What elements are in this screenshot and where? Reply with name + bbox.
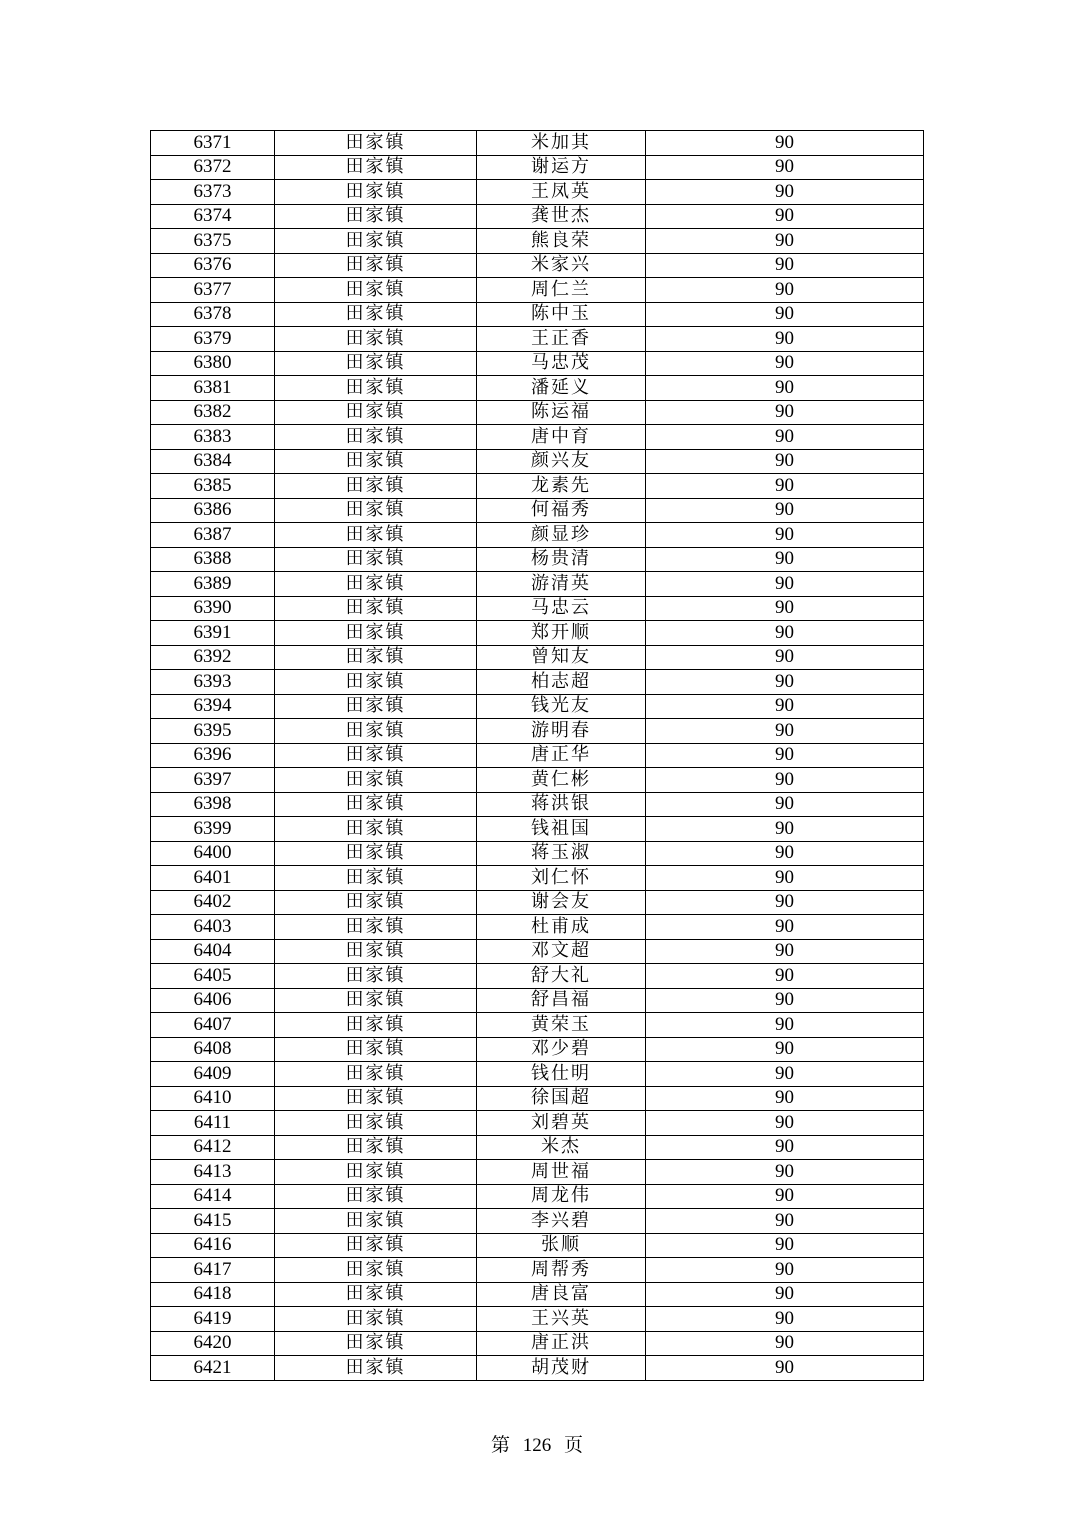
town-cell: 田家镇	[275, 621, 477, 646]
amount-cell: 90	[646, 939, 924, 964]
amount-cell: 90	[646, 1086, 924, 1111]
amount-cell: 90	[646, 204, 924, 229]
amount-cell: 90	[646, 131, 924, 156]
town-cell: 田家镇	[275, 719, 477, 744]
table-row	[151, 1258, 924, 1283]
row-number-cell: 6378	[151, 302, 275, 327]
amount-cell: 90	[646, 1233, 924, 1258]
amount-cell: 90	[646, 572, 924, 597]
amount-cell: 90	[646, 1209, 924, 1234]
row-number-cell: 6387	[151, 523, 275, 548]
name-cell: 郑开顺	[477, 621, 646, 646]
town-cell: 田家镇	[275, 1160, 477, 1185]
table-row	[151, 547, 924, 572]
name-cell: 熊良荣	[477, 229, 646, 254]
row-number-cell: 6390	[151, 596, 275, 621]
name-cell: 周帮秀	[477, 1258, 646, 1283]
town-cell: 田家镇	[275, 866, 477, 891]
amount-cell: 90	[646, 155, 924, 180]
table-row	[151, 229, 924, 254]
row-number-cell: 6391	[151, 621, 275, 646]
town-cell: 田家镇	[275, 792, 477, 817]
table-row	[151, 1037, 924, 1062]
town-cell: 田家镇	[275, 229, 477, 254]
row-number-cell: 6409	[151, 1062, 275, 1087]
town-cell: 田家镇	[275, 841, 477, 866]
town-cell: 田家镇	[275, 302, 477, 327]
row-number-cell: 6416	[151, 1233, 275, 1258]
town-cell: 田家镇	[275, 498, 477, 523]
town-cell: 田家镇	[275, 253, 477, 278]
amount-cell: 90	[646, 425, 924, 450]
table-row	[151, 1135, 924, 1160]
amount-cell: 90	[646, 1111, 924, 1136]
amount-cell: 90	[646, 229, 924, 254]
name-cell: 钱仕明	[477, 1062, 646, 1087]
name-cell: 谢会友	[477, 890, 646, 915]
town-cell: 田家镇	[275, 1282, 477, 1307]
row-number-cell: 6377	[151, 278, 275, 303]
town-cell: 田家镇	[275, 1062, 477, 1087]
amount-cell: 90	[646, 988, 924, 1013]
name-cell: 黄仁彬	[477, 768, 646, 793]
table-row	[151, 180, 924, 205]
table-row	[151, 1209, 924, 1234]
amount-cell: 90	[646, 792, 924, 817]
table-row	[151, 131, 924, 156]
amount-cell: 90	[646, 621, 924, 646]
row-number-cell: 6375	[151, 229, 275, 254]
town-cell: 田家镇	[275, 817, 477, 842]
row-number-cell: 6372	[151, 155, 275, 180]
row-number-cell: 6411	[151, 1111, 275, 1136]
amount-cell: 90	[646, 866, 924, 891]
amount-cell: 90	[646, 449, 924, 474]
town-cell: 田家镇	[275, 449, 477, 474]
name-cell: 王正香	[477, 327, 646, 352]
town-cell: 田家镇	[275, 327, 477, 352]
amount-cell: 90	[646, 768, 924, 793]
row-number-cell: 6399	[151, 817, 275, 842]
amount-cell: 90	[646, 278, 924, 303]
row-number-cell: 6407	[151, 1013, 275, 1038]
table-row	[151, 866, 924, 891]
town-cell: 田家镇	[275, 400, 477, 425]
name-cell: 唐正洪	[477, 1331, 646, 1356]
amount-cell: 90	[646, 743, 924, 768]
name-cell: 蒋洪银	[477, 792, 646, 817]
town-cell: 田家镇	[275, 743, 477, 768]
table-row	[151, 400, 924, 425]
row-number-cell: 6392	[151, 645, 275, 670]
row-number-cell: 6396	[151, 743, 275, 768]
name-cell: 马忠茂	[477, 351, 646, 376]
name-cell: 邓少碧	[477, 1037, 646, 1062]
amount-cell: 90	[646, 817, 924, 842]
town-cell: 田家镇	[275, 425, 477, 450]
row-number-cell: 6400	[151, 841, 275, 866]
row-number-cell: 6385	[151, 474, 275, 499]
name-cell: 杜甫成	[477, 915, 646, 940]
table-row	[151, 302, 924, 327]
amount-cell: 90	[646, 1356, 924, 1381]
amount-cell: 90	[646, 1307, 924, 1332]
row-number-cell: 6412	[151, 1135, 275, 1160]
table-row	[151, 719, 924, 744]
name-cell: 邓文超	[477, 939, 646, 964]
table-row	[151, 523, 924, 548]
town-cell: 田家镇	[275, 915, 477, 940]
amount-cell: 90	[646, 1258, 924, 1283]
town-cell: 田家镇	[275, 645, 477, 670]
row-number-cell: 6379	[151, 327, 275, 352]
name-cell: 徐国超	[477, 1086, 646, 1111]
town-cell: 田家镇	[275, 1111, 477, 1136]
table-row	[151, 1307, 924, 1332]
table-row	[151, 425, 924, 450]
row-number-cell: 6381	[151, 376, 275, 401]
amount-cell: 90	[646, 547, 924, 572]
table-row	[151, 1282, 924, 1307]
name-cell: 米杰	[477, 1135, 646, 1160]
amount-cell: 90	[646, 719, 924, 744]
name-cell: 游清英	[477, 572, 646, 597]
table-row	[151, 1233, 924, 1258]
table-row	[151, 278, 924, 303]
amount-cell: 90	[646, 841, 924, 866]
table-row	[151, 1062, 924, 1087]
amount-cell: 90	[646, 1160, 924, 1185]
amount-cell: 90	[646, 1013, 924, 1038]
town-cell: 田家镇	[275, 596, 477, 621]
amount-cell: 90	[646, 180, 924, 205]
name-cell: 唐中育	[477, 425, 646, 450]
name-cell: 陈中玉	[477, 302, 646, 327]
amount-cell: 90	[646, 1062, 924, 1087]
town-cell: 田家镇	[275, 351, 477, 376]
table-row	[151, 743, 924, 768]
row-number-cell: 6417	[151, 1258, 275, 1283]
amount-cell: 90	[646, 523, 924, 548]
town-cell: 田家镇	[275, 694, 477, 719]
amount-cell: 90	[646, 1282, 924, 1307]
table-row	[151, 204, 924, 229]
table-row	[151, 1356, 924, 1381]
town-cell: 田家镇	[275, 1307, 477, 1332]
name-cell: 龚世杰	[477, 204, 646, 229]
row-number-cell: 6410	[151, 1086, 275, 1111]
table-body	[151, 131, 924, 1381]
amount-cell: 90	[646, 474, 924, 499]
page-number: 126	[522, 1435, 552, 1456]
table-row	[151, 841, 924, 866]
name-cell: 颜显珍	[477, 523, 646, 548]
name-cell: 周仁兰	[477, 278, 646, 303]
name-cell: 胡茂财	[477, 1356, 646, 1381]
page-prefix: 第	[490, 1435, 510, 1456]
name-cell: 马忠云	[477, 596, 646, 621]
name-cell: 张顺	[477, 1233, 646, 1258]
row-number-cell: 6371	[151, 131, 275, 156]
town-cell: 田家镇	[275, 670, 477, 695]
town-cell: 田家镇	[275, 1233, 477, 1258]
row-number-cell: 6402	[151, 890, 275, 915]
page-suffix: 页	[564, 1435, 584, 1456]
town-cell: 田家镇	[275, 1184, 477, 1209]
table-row	[151, 1331, 924, 1356]
row-number-cell: 6405	[151, 964, 275, 989]
row-number-cell: 6384	[151, 449, 275, 474]
row-number-cell: 6415	[151, 1209, 275, 1234]
row-number-cell: 6406	[151, 988, 275, 1013]
table-row	[151, 449, 924, 474]
name-cell: 唐良富	[477, 1282, 646, 1307]
amount-cell: 90	[646, 890, 924, 915]
town-cell: 田家镇	[275, 131, 477, 156]
name-cell: 柏志超	[477, 670, 646, 695]
row-number-cell: 6374	[151, 204, 275, 229]
row-number-cell: 6403	[151, 915, 275, 940]
table-row	[151, 645, 924, 670]
table-row	[151, 474, 924, 499]
table-row	[151, 964, 924, 989]
table-row	[151, 1160, 924, 1185]
town-cell: 田家镇	[275, 1013, 477, 1038]
name-cell: 钱光友	[477, 694, 646, 719]
town-cell: 田家镇	[275, 1258, 477, 1283]
row-number-cell: 6413	[151, 1160, 275, 1185]
name-cell: 王兴英	[477, 1307, 646, 1332]
town-cell: 田家镇	[275, 204, 477, 229]
town-cell: 田家镇	[275, 890, 477, 915]
amount-cell: 90	[646, 400, 924, 425]
table-row	[151, 817, 924, 842]
table-row	[151, 1013, 924, 1038]
table-row	[151, 351, 924, 376]
name-cell: 米家兴	[477, 253, 646, 278]
row-number-cell: 6401	[151, 866, 275, 891]
name-cell: 周龙伟	[477, 1184, 646, 1209]
town-cell: 田家镇	[275, 523, 477, 548]
town-cell: 田家镇	[275, 572, 477, 597]
page-footer	[0, 1430, 1074, 1457]
row-number-cell: 6418	[151, 1282, 275, 1307]
table-row	[151, 1111, 924, 1136]
town-cell: 田家镇	[275, 1331, 477, 1356]
amount-cell: 90	[646, 253, 924, 278]
name-cell: 唐正华	[477, 743, 646, 768]
table-row	[151, 253, 924, 278]
name-cell: 钱祖国	[477, 817, 646, 842]
name-cell: 潘延义	[477, 376, 646, 401]
table-row	[151, 596, 924, 621]
amount-cell: 90	[646, 1135, 924, 1160]
town-cell: 田家镇	[275, 180, 477, 205]
row-number-cell: 6393	[151, 670, 275, 695]
amount-cell: 90	[646, 498, 924, 523]
amount-cell: 90	[646, 1037, 924, 1062]
table-row	[151, 327, 924, 352]
row-number-cell: 6389	[151, 572, 275, 597]
table-row	[151, 988, 924, 1013]
row-number-cell: 6408	[151, 1037, 275, 1062]
town-cell: 田家镇	[275, 474, 477, 499]
amount-cell: 90	[646, 964, 924, 989]
table-row	[151, 915, 924, 940]
row-number-cell: 6397	[151, 768, 275, 793]
name-cell: 颜兴友	[477, 449, 646, 474]
row-number-cell: 6388	[151, 547, 275, 572]
name-cell: 游明春	[477, 719, 646, 744]
amount-cell: 90	[646, 376, 924, 401]
table-row	[151, 792, 924, 817]
town-cell: 田家镇	[275, 1086, 477, 1111]
name-cell: 米加其	[477, 131, 646, 156]
name-cell: 龙素先	[477, 474, 646, 499]
table-row	[151, 694, 924, 719]
row-number-cell: 6376	[151, 253, 275, 278]
amount-cell: 90	[646, 670, 924, 695]
data-table	[150, 130, 924, 1381]
name-cell: 刘碧英	[477, 1111, 646, 1136]
amount-cell: 90	[646, 596, 924, 621]
town-cell: 田家镇	[275, 988, 477, 1013]
table-row	[151, 890, 924, 915]
town-cell: 田家镇	[275, 376, 477, 401]
row-number-cell: 6382	[151, 400, 275, 425]
name-cell: 舒昌福	[477, 988, 646, 1013]
amount-cell: 90	[646, 302, 924, 327]
town-cell: 田家镇	[275, 1037, 477, 1062]
row-number-cell: 6394	[151, 694, 275, 719]
name-cell: 陈运福	[477, 400, 646, 425]
row-number-cell: 6386	[151, 498, 275, 523]
town-cell: 田家镇	[275, 1209, 477, 1234]
table-row	[151, 155, 924, 180]
table-row	[151, 768, 924, 793]
row-number-cell: 6383	[151, 425, 275, 450]
town-cell: 田家镇	[275, 1356, 477, 1381]
name-cell: 何福秀	[477, 498, 646, 523]
row-number-cell: 6395	[151, 719, 275, 744]
amount-cell: 90	[646, 327, 924, 352]
table-row	[151, 1086, 924, 1111]
row-number-cell: 6398	[151, 792, 275, 817]
town-cell: 田家镇	[275, 1135, 477, 1160]
name-cell: 王凤英	[477, 180, 646, 205]
amount-cell: 90	[646, 694, 924, 719]
name-cell: 黄荣玉	[477, 1013, 646, 1038]
town-cell: 田家镇	[275, 155, 477, 180]
amount-cell: 90	[646, 915, 924, 940]
table-row	[151, 498, 924, 523]
name-cell: 杨贵清	[477, 547, 646, 572]
town-cell: 田家镇	[275, 964, 477, 989]
town-cell: 田家镇	[275, 547, 477, 572]
town-cell: 田家镇	[275, 768, 477, 793]
name-cell: 蒋玉淑	[477, 841, 646, 866]
name-cell: 周世福	[477, 1160, 646, 1185]
table-row	[151, 621, 924, 646]
amount-cell: 90	[646, 1184, 924, 1209]
table-row	[151, 1184, 924, 1209]
amount-cell: 90	[646, 645, 924, 670]
name-cell: 曾知友	[477, 645, 646, 670]
row-number-cell: 6414	[151, 1184, 275, 1209]
name-cell: 刘仁怀	[477, 866, 646, 891]
row-number-cell: 6420	[151, 1331, 275, 1356]
amount-cell: 90	[646, 1331, 924, 1356]
table-row	[151, 572, 924, 597]
row-number-cell: 6373	[151, 180, 275, 205]
name-cell: 谢运方	[477, 155, 646, 180]
table-row	[151, 376, 924, 401]
name-cell: 李兴碧	[477, 1209, 646, 1234]
row-number-cell: 6404	[151, 939, 275, 964]
town-cell: 田家镇	[275, 939, 477, 964]
row-number-cell: 6419	[151, 1307, 275, 1332]
row-number-cell: 6380	[151, 351, 275, 376]
amount-cell: 90	[646, 351, 924, 376]
table-row	[151, 670, 924, 695]
town-cell: 田家镇	[275, 278, 477, 303]
name-cell: 舒大礼	[477, 964, 646, 989]
table-row	[151, 939, 924, 964]
row-number-cell: 6421	[151, 1356, 275, 1381]
